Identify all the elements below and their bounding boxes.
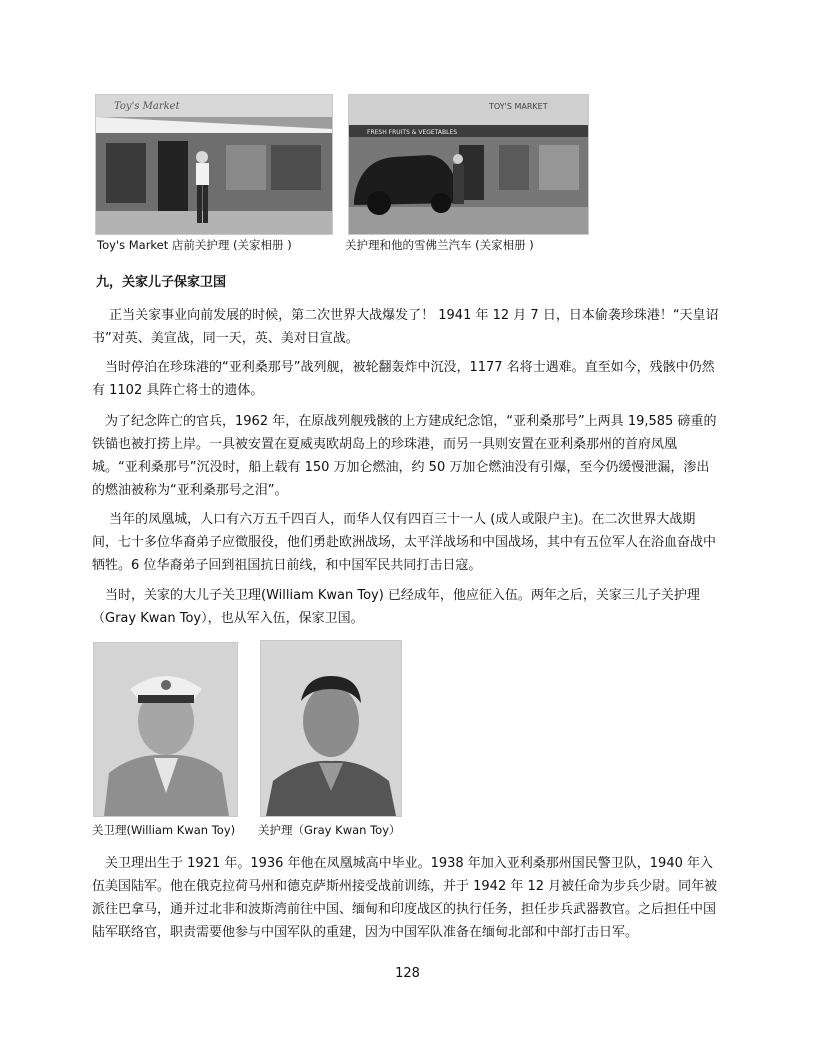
market-car-photo bbox=[348, 94, 589, 235]
market2-sign-bottom: FRESH FRUITS & VEGETABLES bbox=[367, 129, 458, 136]
page-number: 128 bbox=[395, 966, 420, 981]
caption-gray: 关护理（Gray Kwan Toy） bbox=[258, 823, 401, 837]
section-heading: 九，关家儿子保家卫国 bbox=[96, 275, 227, 290]
paragraph-5: 当时，关家的大儿子关卫理(William Kwan Toy) 已经成年，他应征入伍。两年之后，关家三儿子关护理（Gray Kwan Toy），也从军入伍，保家卫国。 bbox=[92, 588, 700, 626]
storefront-car-photo-icon bbox=[349, 95, 588, 234]
market2-sign-top: TOY'S MARKET bbox=[489, 102, 548, 111]
market-storefront-photo bbox=[95, 94, 333, 235]
caption-market1: Toy's Market 店前关护理 (关家相册 ) bbox=[97, 238, 292, 252]
paragraph-6: 关卫理出生于 1921 年。1936 年他在凤凰城高中毕业。1938 年加入亚利桑那州国民警卫队，1940 年入伍美国陆军。他在俄克拉荷马州和德克萨斯州接受战前训练，并于 1942 年 12 月被任命为步兵少尉。同年被派往巴拿马，通并过北非和波斯湾前往中国、缅甸和印度战区的执行任务，担任步兵武器教官。之后担任中国陆军联络官，职责需要他参与中国军队的重建，因为中国军队准备在缅甸北部和中部打击日军。 bbox=[92, 856, 718, 940]
caption-market2: 关护理和他的雪佛兰汽车 (关家相册 ) bbox=[345, 238, 534, 252]
portrait-young-soldier-icon bbox=[261, 641, 401, 816]
portrait-william bbox=[93, 642, 238, 817]
caption-william: 关卫理(William Kwan Toy) bbox=[92, 823, 236, 837]
portrait-gray bbox=[260, 640, 402, 817]
portrait-officer-cap-icon bbox=[94, 643, 237, 816]
storefront-photo-icon bbox=[96, 95, 332, 234]
paragraph-4: 当年的凤凰城，人口有六万五千四百人，而华人仅有四百三十一人 (成人或限户主)。在二次世界大战期间，七十多位华裔弟子应徵服役，他们勇赴欧洲战场，太平洋战场和中国战场，其中有五位军人在浴血奋战中牺牲。6 位华裔弟子回到祖国抗日前线，和中国军民共同打击日寇。 bbox=[92, 512, 717, 573]
paragraph-1: 正当关家事业向前发展的时候，第二次世界大战爆发了！ 1941 年 12 月 7 日，日本偷袭珍珠港！“天皇诏书”对英、美宣战，同一天，英、美对日宣战。 bbox=[92, 308, 719, 346]
market1-sign: Toy's Market bbox=[114, 101, 180, 112]
paragraph-3: 为了纪念阵亡的官兵，1962 年，在原战列舰残骸的上方建成纪念馆，“亚利桑那号”上两具 19,585 磅重的铁锚也被打捞上岸。一具被安置在夏威夷欧胡岛上的珍珠港，而另一具则安置在亚利桑那州的首府凤凰城。“亚利桑那号”沉没时，船上载有 150 万加仑燃油，约 50 万加仑燃油没有引爆，至今仍缓慢泄漏，渗出的燃油被称为“亚利桑那号之泪”。 bbox=[92, 414, 717, 498]
paragraph-2: 当时停泊在珍珠港的“亚利桑那号”战列舰，被轮翻轰炸中沉没，1177 名将士遇难。直至如今，残骸中仍然有 1102 具阵亡将士的遗体。 bbox=[92, 360, 715, 398]
